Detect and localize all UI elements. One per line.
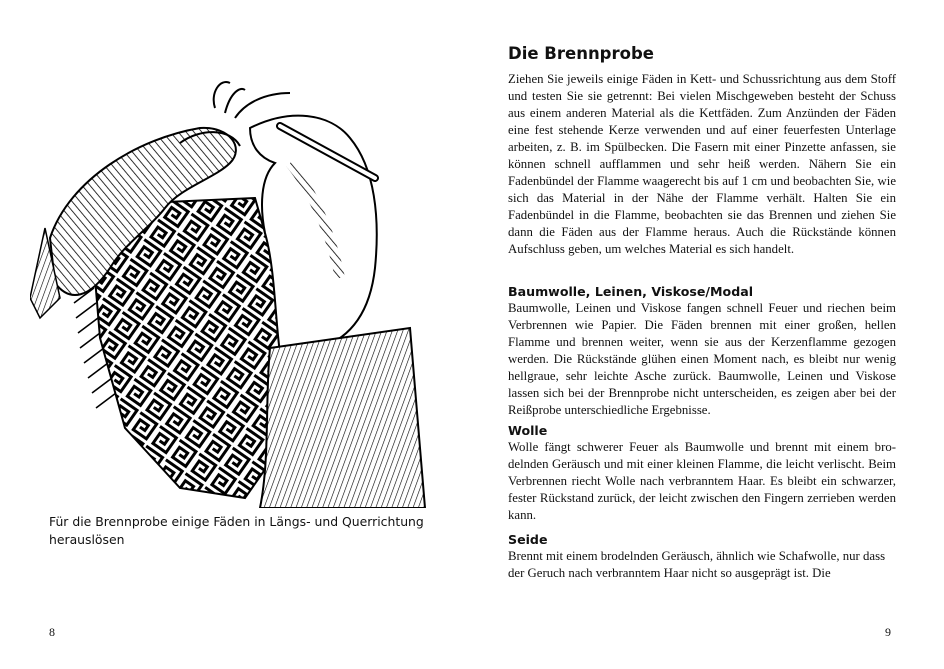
- section-heading: Wolle: [508, 423, 548, 438]
- page-number-right: 9: [885, 625, 891, 639]
- section-heading: Baumwolle, Leinen, Viskose/Modal: [508, 284, 754, 299]
- intro-text: Ziehen Sie jeweils einige Fäden in Kett- und Schussrichtung aus dem Stoff und testen Sie sie getrennt: Bei vielen Mischgeweben besteht der Schuss aus einem anderen Material als die Kettfäden. Zum Anzünden der Fäden eine fest stehende Kerze verwenden und auf einer feuerfesten Unterlage arbeiten, z. B. im Spülbecken. Die Fasern mit einer Pinzette anfassen, sie können schnell aufflammen und sehr heiß werden. Nähern Sie ein Fadenbündel der Flamme waagerecht bis auf 1 cm und beobachten Sie, wie sich das Material in der Nähe der Flamme verhält. Halten Sie ein Fadenbündel in die Flamme, beobachten sie das Brennen und ziehen Sie dann die Fäden aus der Flamme heraus. Auch die Rückstände können Aufschluss geben, um welches Material es sich handelt.: [508, 72, 896, 256]
- image-caption: Für die Brennprobe einige Fäden in Längs- und Querrichtung herauslösen: [49, 514, 424, 547]
- section-text: Baumwolle, Leinen und Viskose fangen schnell Feuer und riechen beim Verbrennen wie Papier. Die Fäden brennen mit einer großen, hellen Flamme und brennen weiter, wenn sie aus der Kerzenflamme gezogen werden. Die Rückstände glühen einen Moment nach, es bleibt nur wenig hellgraue, sehr leichte Asche zurück. Baumwolle, Leinen und Viskose lassen sich bei der Brennprobe nicht unterscheiden, es zeigen aber bei der Reißprobe unterschiedliche Ergebnisse.: [508, 301, 896, 417]
- intro-paragraph: [508, 71, 896, 258]
- section-cotton-linen: [508, 283, 896, 419]
- section-text: Brennt mit einem brodelnden Geräusch, ähnlich wie Schafwolle, nur dass der Geruch nach verbranntem Haar nicht so ausgeprägt ist. Die: [508, 549, 886, 580]
- section-heading: Seide: [508, 532, 548, 547]
- section-wool: [508, 422, 896, 524]
- page-title: Die Brennprobe: [508, 44, 654, 63]
- section-silk: [508, 531, 896, 582]
- page-number-left: 8: [49, 625, 55, 639]
- hands-fabric-illustration: [30, 68, 430, 508]
- section-text: Wolle fängt schwerer Feuer als Baumwolle und brennt mit einem brodelnden Geräusch und mit einer kleinen Flamme, die leicht verlischt. Beim Verbrennen riecht Wolle nach verbranntem Haar. Es bleibt ein schwarzer, fester Rückstand zurück, der leicht zwischen den Fingern zerrieben werden kann.: [508, 440, 896, 522]
